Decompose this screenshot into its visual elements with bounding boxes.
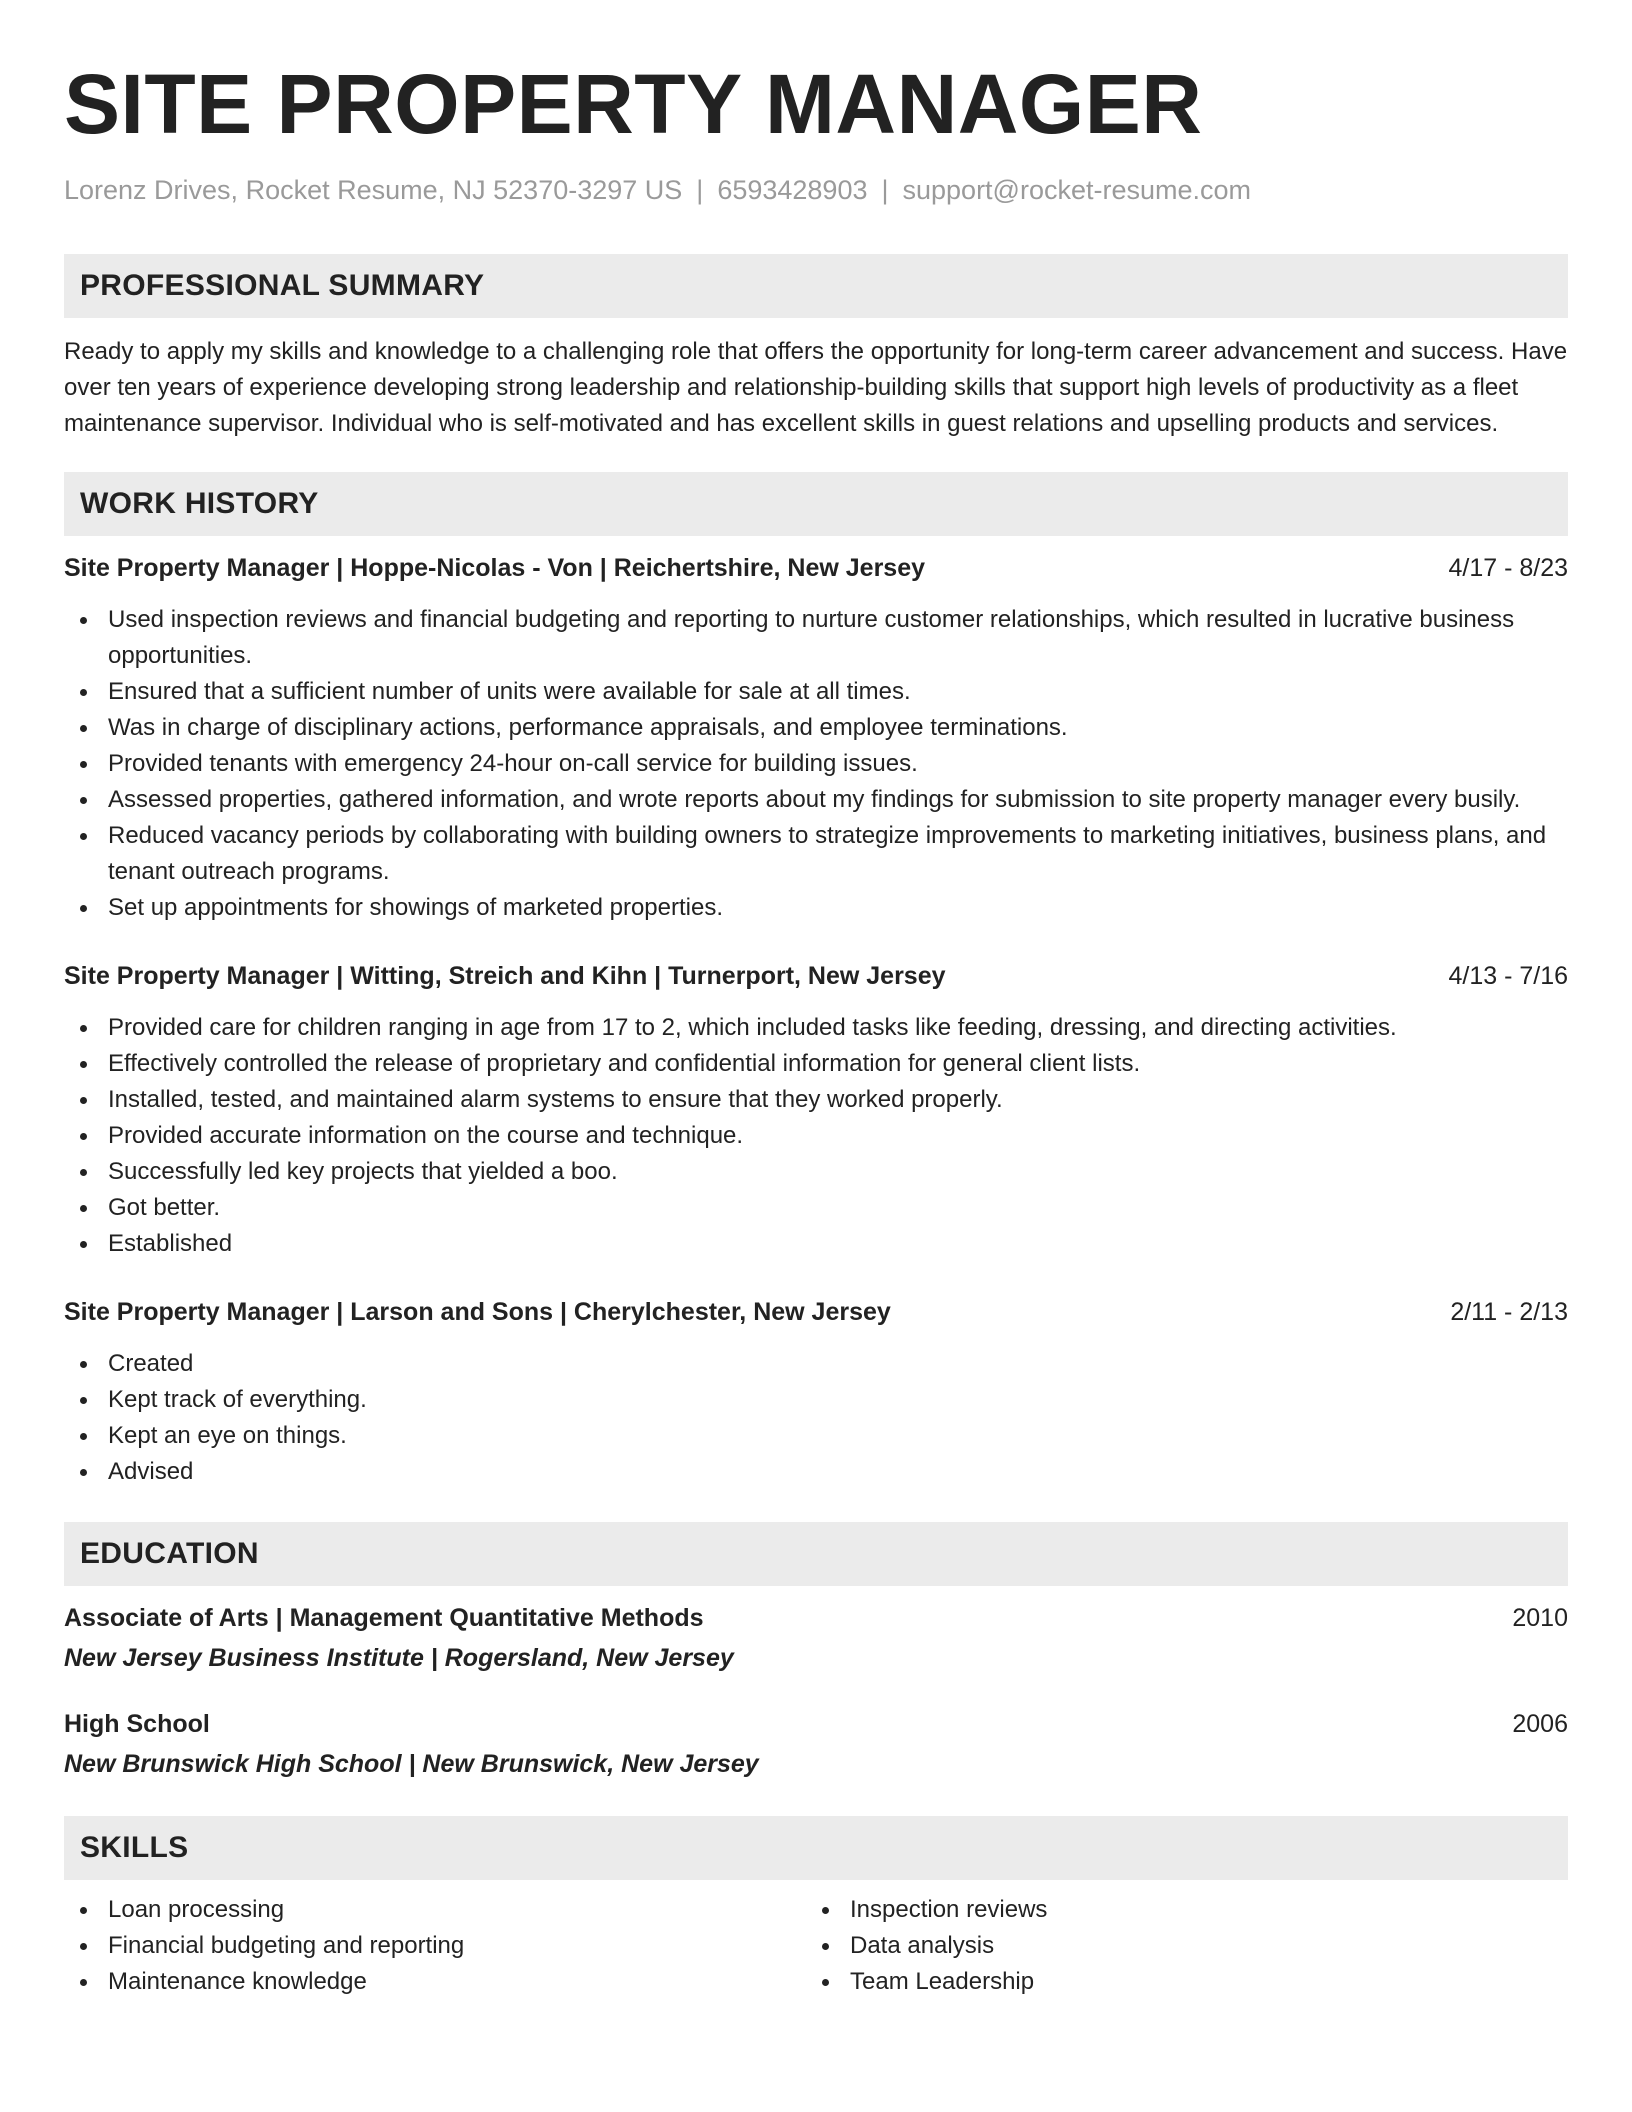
skill-item: Loan processing: [64, 1892, 806, 1928]
work-history-heading: WORK HISTORY: [64, 472, 1568, 536]
job-title: Site Property Manager | Witting, Streich and Kihn | Turnerport, New Jersey: [64, 962, 946, 990]
education-year: 2006: [1512, 1710, 1568, 1738]
education-entry: [64, 1706, 1568, 1782]
job-dates: 4/17 - 8/23: [1448, 554, 1568, 582]
education-degree: Associate of Arts | Management Quantitative Methods: [64, 1604, 704, 1632]
job-dates: 4/13 - 7/16: [1448, 962, 1568, 990]
skills-list: [64, 1892, 1568, 2000]
job-bullet: Was in charge of disciplinary actions, performance appraisals, and employee terminations.: [64, 710, 1568, 746]
contact-line: [64, 172, 1568, 208]
skills-column-right: [806, 1892, 1548, 2000]
job-entry: [64, 1294, 1568, 1490]
job-bullet: Created: [64, 1346, 1568, 1382]
job-bullets: [64, 1010, 1568, 1262]
contact-email[interactable]: support@rocket-resume.com: [902, 175, 1252, 205]
skill-item: Data analysis: [806, 1928, 1548, 1964]
contact-address: Lorenz Drives, Rocket Resume, NJ 52370-3297 US: [64, 175, 683, 205]
education-school: New Jersey Business Institute | Rogersland, New Jersey: [64, 1644, 734, 1672]
job-header: [64, 958, 1568, 994]
job-bullet: Successfully led key projects that yielded a boo.: [64, 1154, 1568, 1190]
job-bullets: [64, 602, 1568, 926]
education-year: 2010: [1512, 1604, 1568, 1632]
summary-text: Ready to apply my skills and knowledge to a challenging role that offers the opportunity for long-term career advancement and success. Have over ten years of experience developing strong leadership and relationship-building skills that support high levels of productivity as a fleet maintenance supervisor. Individual who is self-motivated and has excellent skills in guest relations and upselling products and services.: [64, 338, 1568, 437]
job-bullet: Kept an eye on things.: [64, 1418, 1568, 1454]
summary-heading: PROFESSIONAL SUMMARY: [64, 254, 1568, 318]
skill-item: Team Leadership: [806, 1964, 1548, 2000]
job-dates: 2/11 - 2/13: [1450, 1298, 1568, 1326]
skills-heading: SKILLS: [64, 1816, 1568, 1880]
job-bullet: Ensured that a sufficient number of units were available for sale at all times.: [64, 674, 1568, 710]
job-bullet: Kept track of everything.: [64, 1382, 1568, 1418]
job-title: Site Property Manager | Hoppe-Nicolas - Von | Reichertshire, New Jersey: [64, 554, 926, 582]
skills-column-left: [64, 1892, 806, 2000]
skill-item: Financial budgeting and reporting: [64, 1928, 806, 1964]
job-bullet: Set up appointments for showings of marketed properties.: [64, 890, 1568, 926]
job-bullet: Established: [64, 1226, 1568, 1262]
job-bullet: Provided care for children ranging in age from 17 to 2, which included tasks like feeding, dressing, and directing activities.: [64, 1010, 1568, 1046]
job-bullet: Installed, tested, and maintained alarm systems to ensure that they worked properly.: [64, 1082, 1568, 1118]
job-header: [64, 1294, 1568, 1330]
job-entry: [64, 550, 1568, 926]
skill-item: Inspection reviews: [806, 1892, 1548, 1928]
job-entry: [64, 958, 1568, 1262]
resume-name: SITE PROPERTY MANAGER: [64, 57, 1203, 151]
job-bullet: Reduced vacancy periods by collaborating with building owners to strategize improvements to marketing initiatives, business plans, and tenant outreach programs.: [64, 818, 1568, 890]
job-title: Site Property Manager | Larson and Sons | Cherylchester, New Jersey: [64, 1298, 891, 1326]
education-heading: EDUCATION: [64, 1522, 1568, 1586]
job-bullet: Used inspection reviews and financial budgeting and reporting to nurture customer relationships, which resulted in lucrative business opportunities.: [64, 602, 1568, 674]
job-bullet: Got better.: [64, 1190, 1568, 1226]
contact-phone: 6593428903: [717, 175, 868, 205]
contact-separator: |: [696, 175, 704, 205]
education-school: New Brunswick High School | New Brunswick, New Jersey: [64, 1750, 759, 1778]
contact-separator: |: [881, 175, 889, 205]
job-bullet: Provided accurate information on the course and technique.: [64, 1118, 1568, 1154]
education-header: [64, 1706, 1568, 1742]
education-entry: [64, 1600, 1568, 1676]
job-bullet: Provided tenants with emergency 24-hour on-call service for building issues.: [64, 746, 1568, 782]
job-bullet: Effectively controlled the release of proprietary and confidential information for general client lists.: [64, 1046, 1568, 1082]
job-bullet: Assessed properties, gathered information, and wrote reports about my findings for submission to site property manager every busily.: [64, 782, 1568, 818]
skill-item: Maintenance knowledge: [64, 1964, 806, 2000]
education-header: [64, 1600, 1568, 1636]
job-header: [64, 550, 1568, 586]
job-bullet: Advised: [64, 1454, 1568, 1490]
education-degree: High School: [64, 1710, 210, 1738]
job-bullets: [64, 1346, 1568, 1490]
